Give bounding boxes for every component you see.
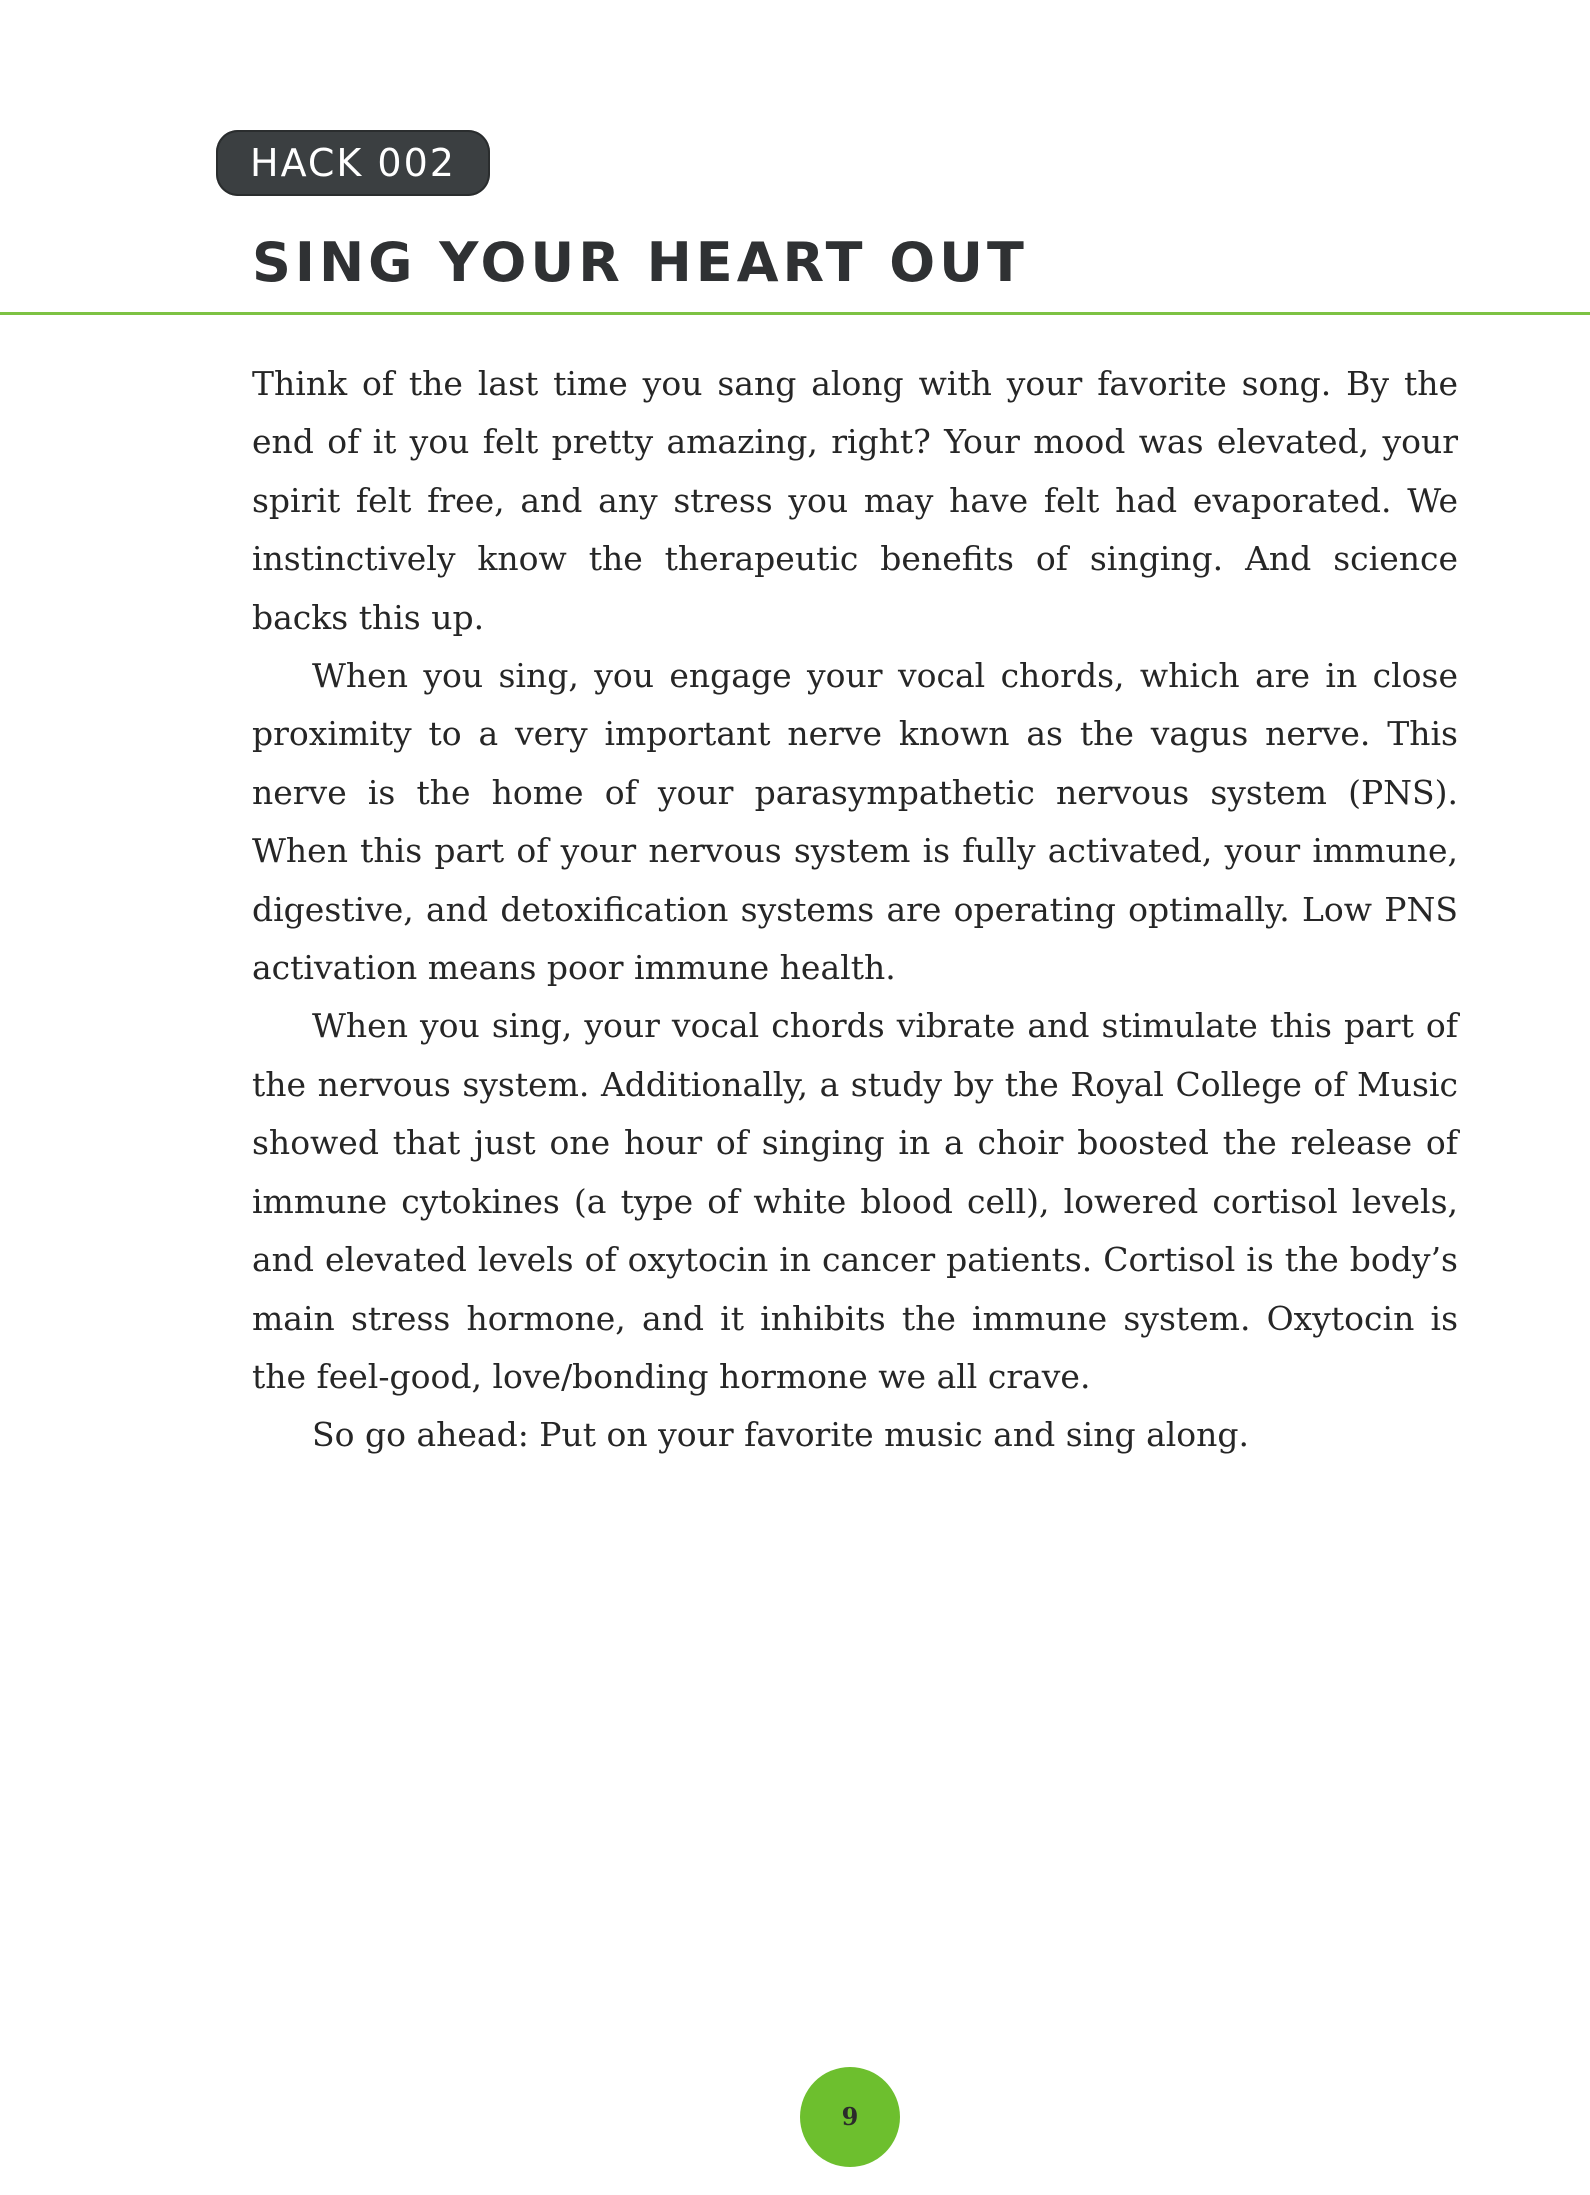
body-text: [252, 355, 1458, 1465]
page-number-badge: 9: [800, 2067, 900, 2167]
paragraph-4: So go ahead: Put on your favorite music and sing along.: [312, 1415, 1250, 1455]
paragraph-1: Think of the last time you sang along with your favorite song. By the end of it you felt pretty amazing, right? Your mood was elevated, your spirit felt free, and any stress you may have felt had evaporated. We instinctively know the therapeutic benefits of singing. And science backs this up.: [252, 364, 1458, 637]
page-title: SING YOUR HEART OUT: [252, 231, 1028, 294]
paragraph-2: When you sing, you engage your vocal chords, which are in close proximity to a very important nerve known as the vagus nerve. This nerve is the home of your parasympathetic nervous system (PNS). When this part of your nervous system is fully activated, your immune, digestive, and detoxification systems are operating optimally. Low PNS activation means poor immune health.: [252, 656, 1458, 988]
paragraph-3: When you sing, your vocal chords vibrate and stimulate this part of the nervous system. Additionally, a study by the Royal College of Music showed that just one hour of singing in a choir boosted the release of immune cytokines (a type of white blood cell), lowered cortisol levels, and elevated levels of oxytocin in cancer patients. Cortisol is the body’s main stress hormone, and it inhibits the immune system. Oxytocin is the feel-good, love/bonding hormone we all crave.: [252, 1006, 1458, 1396]
title-divider: [0, 312, 1590, 315]
hack-number-badge: HACK 002: [216, 130, 490, 196]
